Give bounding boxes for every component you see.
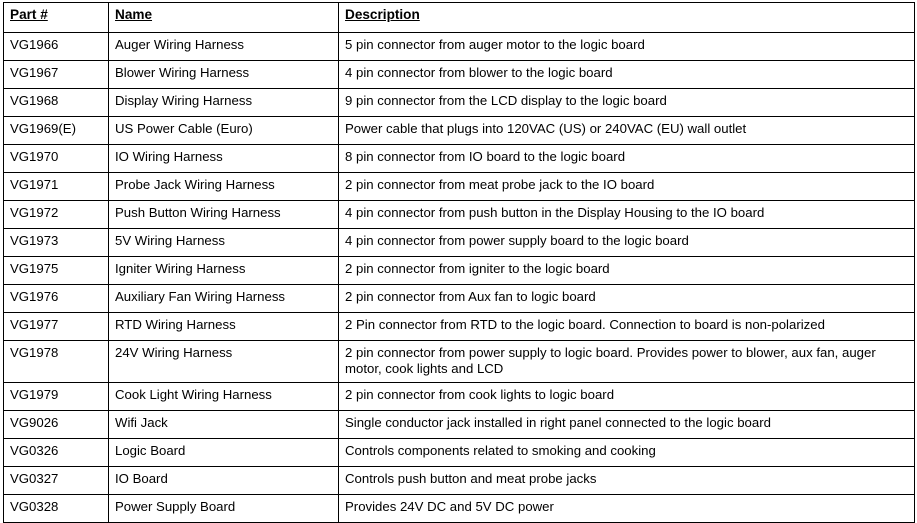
cell-part-number [4, 33, 109, 61]
cell-part-number [4, 89, 109, 117]
cell-name [109, 439, 339, 467]
description-text: 4 pin connector from blower to the logic board [345, 65, 613, 80]
cell-description [339, 117, 915, 145]
name-text: Display Wiring Harness [115, 93, 253, 108]
description-text: 4 pin connector from power supply board to the logic board [345, 233, 689, 248]
cell-name [109, 467, 339, 495]
name-text: IO Wiring Harness [115, 149, 223, 164]
cell-part-number [4, 61, 109, 89]
cell-description [339, 285, 915, 313]
document-page [0, 2, 917, 521]
cell-part-number [4, 285, 109, 313]
name-text: Blower Wiring Harness [115, 65, 250, 80]
part-number-text: VG1977 [10, 317, 59, 332]
name-text: Cook Light Wiring Harness [115, 387, 272, 403]
cell-name [109, 33, 339, 61]
cell-part-number [4, 201, 109, 229]
cell-description [339, 411, 915, 439]
table-row [4, 495, 915, 523]
cell-name [109, 411, 339, 439]
cell-description [339, 145, 915, 173]
part-number-text: VG1967 [10, 65, 59, 80]
cell-description [339, 341, 915, 383]
table-row [4, 201, 915, 229]
cell-name [109, 89, 339, 117]
description-text: 8 pin connector from IO board to the logic board [345, 149, 626, 164]
part-number-text: VG1976 [10, 289, 59, 304]
cell-description [339, 439, 915, 467]
part-number-text: VG0328 [10, 499, 59, 515]
table-body [4, 33, 915, 523]
cell-description [339, 229, 915, 257]
cell-part-number [4, 257, 109, 285]
cell-description [339, 383, 915, 411]
description-text: 2 pin connector from power supply to logic board. Provides power to blower, aux fan, auger motor, cook lights and LCD [345, 345, 876, 377]
part-number-text: VG1978 [10, 345, 59, 360]
cell-name [109, 495, 339, 523]
cell-part-number [4, 495, 109, 523]
column-header-description [339, 3, 915, 33]
description-text: 4 pin connector from push button in the Display Housing to the IO board [345, 205, 765, 220]
name-text: Auxiliary Fan Wiring Harness [115, 289, 286, 304]
description-text: 5 pin connector from auger motor to the logic board [345, 37, 645, 52]
name-text: Power Supply Board [115, 499, 236, 515]
name-text: 24V Wiring Harness [115, 345, 233, 360]
cell-description [339, 201, 915, 229]
cell-description [339, 257, 915, 285]
cell-description [339, 173, 915, 201]
cell-part-number [4, 467, 109, 495]
cell-part-number [4, 439, 109, 467]
cell-name [109, 285, 339, 313]
cell-part-number [4, 313, 109, 341]
column-header-name [109, 3, 339, 33]
table-row [4, 383, 915, 411]
column-header-description-label: Description [345, 7, 420, 22]
name-text: Auger Wiring Harness [115, 37, 244, 52]
table-row [4, 439, 915, 467]
description-text: Single conductor jack installed in right panel connected to the logic board [345, 415, 771, 431]
description-text: 2 pin connector from Aux fan to logic board [345, 289, 596, 304]
cell-description [339, 313, 915, 341]
part-number-text: VG0327 [10, 471, 59, 487]
table-row [4, 285, 915, 313]
cell-description [339, 495, 915, 523]
cell-part-number [4, 383, 109, 411]
table-header-row [4, 3, 915, 33]
name-text: RTD Wiring Harness [115, 317, 236, 332]
part-number-text: VG1971 [10, 177, 59, 192]
description-text: Controls components related to smoking and cooking [345, 443, 656, 459]
name-text: Push Button Wiring Harness [115, 205, 281, 220]
cell-name [109, 257, 339, 285]
parts-table [3, 2, 915, 523]
name-text: 5V Wiring Harness [115, 233, 225, 248]
column-header-part-number [4, 3, 109, 33]
table-header [4, 3, 915, 33]
part-number-text: VG1969(E) [10, 121, 76, 136]
cell-part-number [4, 229, 109, 257]
table-row [4, 117, 915, 145]
part-number-text: VG9026 [10, 415, 59, 431]
part-number-text: VG1968 [10, 93, 59, 108]
cell-part-number [4, 411, 109, 439]
table-row [4, 411, 915, 439]
column-header-name-label: Name [115, 7, 153, 22]
part-number-text: VG0326 [10, 443, 59, 459]
cell-name [109, 117, 339, 145]
name-text: Igniter Wiring Harness [115, 261, 246, 276]
cell-part-number [4, 173, 109, 201]
table-row [4, 61, 915, 89]
part-number-text: VG1975 [10, 261, 59, 276]
cell-name [109, 383, 339, 411]
description-text: 2 pin connector from cook lights to logic board [345, 387, 615, 403]
name-text: US Power Cable (Euro) [115, 121, 253, 136]
description-text: 9 pin connector from the LCD display to the logic board [345, 93, 667, 108]
column-header-part-number-label: Part # [10, 7, 48, 22]
cell-name [109, 341, 339, 383]
part-number-text: VG1979 [10, 387, 59, 403]
table-row [4, 467, 915, 495]
cell-part-number [4, 117, 109, 145]
description-text: Provides 24V DC and 5V DC power [345, 499, 554, 515]
cell-name [109, 145, 339, 173]
cell-description [339, 61, 915, 89]
cell-description [339, 467, 915, 495]
table-row [4, 341, 915, 383]
name-text: IO Board [115, 471, 168, 487]
table-row [4, 145, 915, 173]
description-text: 2 Pin connector from RTD to the logic board. Connection to board is non-polarized [345, 317, 825, 332]
table-row [4, 89, 915, 117]
name-text: Logic Board [115, 443, 186, 459]
cell-name [109, 173, 339, 201]
table-row [4, 33, 915, 61]
table-row [4, 313, 915, 341]
cell-description [339, 89, 915, 117]
name-text: Probe Jack Wiring Harness [115, 177, 275, 192]
table-row [4, 257, 915, 285]
cell-name [109, 313, 339, 341]
cell-part-number [4, 341, 109, 383]
description-text: 2 pin connector from igniter to the logic board [345, 261, 610, 276]
cell-description [339, 33, 915, 61]
cell-name [109, 229, 339, 257]
description-text: Controls push button and meat probe jacks [345, 471, 597, 487]
part-number-text: VG1972 [10, 205, 59, 220]
table-row [4, 173, 915, 201]
name-text: Wifi Jack [115, 415, 168, 431]
cell-part-number [4, 145, 109, 173]
part-number-text: VG1973 [10, 233, 59, 248]
cell-name [109, 61, 339, 89]
table-row [4, 229, 915, 257]
cell-name [109, 201, 339, 229]
description-text: Power cable that plugs into 120VAC (US) or 240VAC (EU) wall outlet [345, 121, 747, 136]
part-number-text: VG1966 [10, 37, 59, 52]
description-text: 2 pin connector from meat probe jack to the IO board [345, 177, 655, 192]
part-number-text: VG1970 [10, 149, 59, 164]
